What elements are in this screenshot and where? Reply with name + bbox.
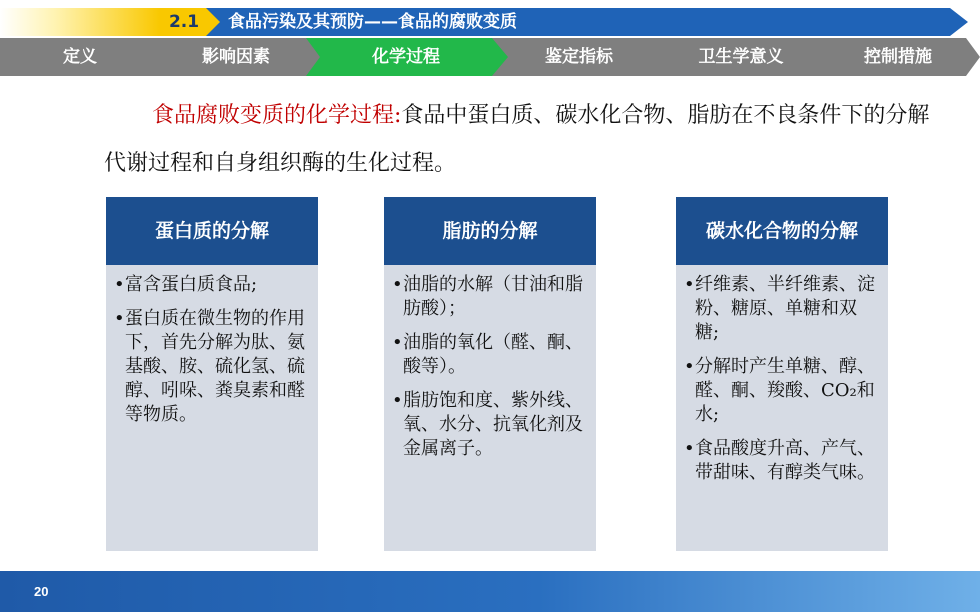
card-protein [106,197,318,551]
card-carbohydrate [676,197,888,551]
bullet-icon: • [114,308,125,329]
nav-arrow-icon [966,38,980,76]
card-title: 蛋白质的分解 [106,197,318,265]
tab-control-measures[interactable]: 控制措施 [864,47,932,67]
list-item: • 食品酸度升高、产气、带甜味、有醇类气味。 [684,438,875,483]
slide-title: 食品污染及其预防——食品的腐败变质 [206,8,950,36]
title-arrow-icon [950,8,968,36]
intro-paragraph [104,92,934,188]
list-item: • 油脂的氧化（醛、酮、酸等）。 [392,332,583,377]
intro-body: 食品中蛋白质、碳水化合物、脂肪在不良条件下的分解代谢过程和自身组织酶的生化过程。 [104,103,930,176]
chevron-right-icon [206,8,220,36]
section-number: 2.1 [160,8,208,36]
card-fat [384,197,596,551]
card-title: 脂肪的分解 [384,197,596,265]
intro-highlight: 食品腐败变质的化学过程: [152,103,402,128]
list-item: • 富含蛋白质食品; [114,274,258,295]
card-body [676,265,888,485]
list-item: • 脂肪饱和度、紫外线、氧、水分、抗氧化剂及金属离子。 [392,390,583,459]
list-item: • 蛋白质在微生物的作用下，首先分解为肽、氨基酸、胺、硫化氢、硫醇、吲哚、粪臭素和醛等物质。 [114,308,305,425]
bullet-icon: • [684,438,695,459]
tab-definition[interactable]: 定义 [63,47,97,67]
tab-chemical-process[interactable]: 化学过程 [372,47,440,67]
bullet-icon: • [114,274,125,295]
footer-bar [0,571,980,612]
card-title: 碳水化合物的分解 [676,197,888,265]
tab-factors[interactable]: 影响因素 [202,47,270,67]
bullet-icon: • [684,356,695,377]
title-bar [0,0,980,38]
title-left-gradient [0,8,160,36]
list-item: • 纤维素、半纤维素、淀粉、糖原、单糖和双糖; [684,274,875,343]
tab-hygiene-significance[interactable]: 卫生学意义 [698,47,784,67]
page-number: 20 [34,584,49,599]
card-body [384,265,596,461]
bullet-icon: • [392,390,403,411]
card-body [106,265,318,427]
bullet-icon: • [684,274,695,295]
tab-indicators[interactable]: 鉴定指标 [545,47,613,67]
list-item: • 油脂的水解（甘油和脂肪酸）； [392,274,583,319]
list-item: • 分解时产生单糖、醇、醛、酮、羧酸、CO₂和水; [684,356,875,425]
bullet-icon: • [392,332,403,353]
bullet-icon: • [392,274,403,295]
